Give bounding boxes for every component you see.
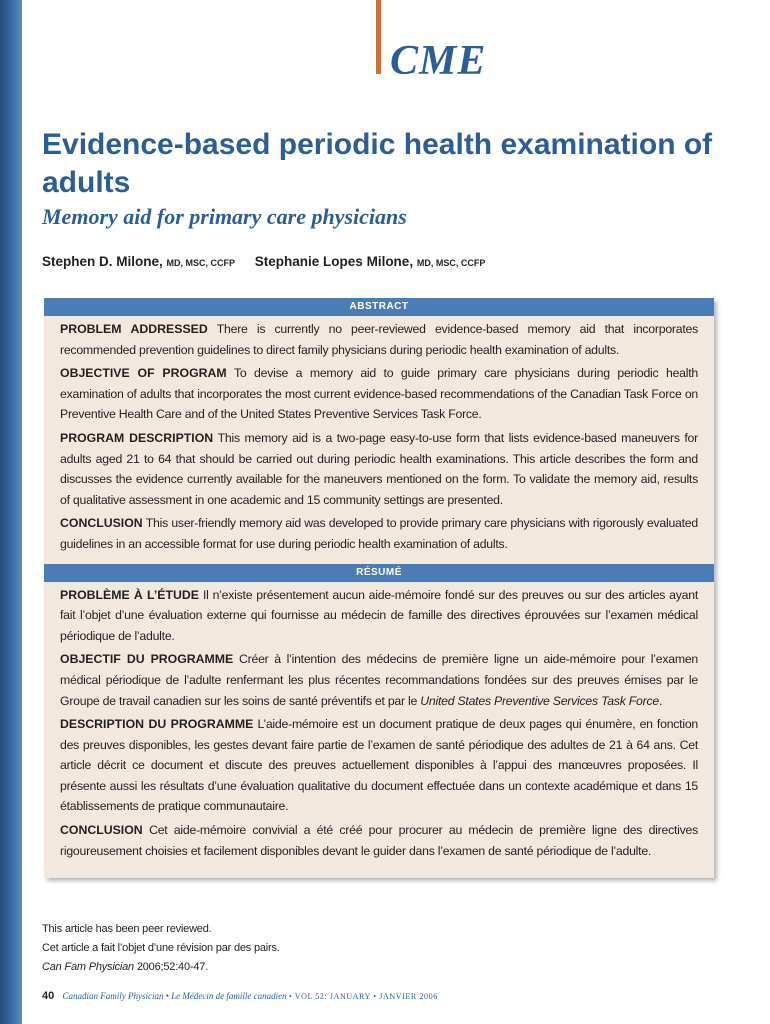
article-title: Evidence-based periodic health examination of adults (42, 128, 713, 199)
resume-conclusion (60, 820, 698, 861)
abstract-conclusion (60, 513, 698, 554)
para-text: This user-friendly memory aid was developed to provide primary care physicians with rigorously evaluated guidelines in an accessible format for use during periodic health examination of adults. (60, 516, 698, 551)
para-label: CONCLUSION (60, 516, 143, 531)
resume-description (60, 714, 698, 817)
abstract-description (60, 428, 698, 510)
citation (42, 958, 542, 977)
author-1 (42, 254, 235, 269)
para-label: CONCLUSION (60, 823, 143, 838)
para-label: PROBLEM ADDRESSED (60, 322, 208, 336)
author-credentials: MD, MSC, CCFP (166, 258, 236, 268)
peer-review-fr: Cet article a fait l’objet d’une révision par des pairs. (42, 942, 280, 954)
page-footer (42, 990, 742, 1002)
footer-journal: Canadian Family Physician • Le Médecin de famille canadien (62, 991, 287, 1001)
author-2 (255, 254, 486, 269)
author-name: Stephanie Lopes Milone, (254, 254, 414, 269)
author-name: Stephen D. Milone, (42, 254, 163, 269)
page-number: 40 (42, 990, 55, 1002)
para-text: There is currently no peer-reviewed evidence-based memory aid that incorporates recommended prevention guidelines to direct family physicians during periodic health examination of adults. (60, 322, 699, 357)
para-text: This memory aid is a two-page easy-to-use form that lists evidence-based maneuvers for adults aged 21 to 64 that should be carried out during periodic health examinations. This article describes the form and discusses the evidence currently available for the maneuvers mentioned on the form. To validate the memory aid, results of qualitative assessment in one academic and 15 community settings are presented. (60, 430, 698, 507)
para-italic: United States Preventive Services Task Force (420, 693, 659, 708)
section-tag: CME (390, 38, 487, 84)
para-text: Il n’existe présentement aucun aide-mémoire fondé sur des preuves ou sur des articles ayant fait l’objet d’une évaluation externe qui fournisse au médecin de famille des directives éprouvées sur l’examen médical périodique de l’adulte. (60, 587, 698, 643)
citation-journal: Can Fam Physician (42, 961, 134, 973)
para-end: . (658, 693, 663, 708)
peer-review-en: This article has been peer reviewed. (42, 923, 212, 935)
abstract-body (44, 316, 714, 564)
abstract-heading: ABSTRACT (44, 298, 714, 316)
para-text: Créer à l’intention des médecins de première ligne un aide-mémoire pour l’examen médical périodique de l’adulte renfermant les plus récentes recommandations fondées sur des preuves émises par le Groupe de travail canadien sur les soins de santé préventifs et par le (60, 652, 699, 708)
cme-rule (376, 0, 381, 74)
abstract-problem (60, 319, 698, 360)
abstract-box (44, 298, 714, 878)
para-label: OBJECTIVE OF PROGRAM (60, 366, 227, 381)
resume-heading: RÉSUMÉ (44, 564, 714, 582)
para-label: OBJECTIF DU PROGRAMME (60, 652, 234, 667)
para-text: To devise a memory aid to guide primary care physicians during periodic health examination of adults that incorporates the most current evidence-based recommendations of the Canadian Task Force on Preventive Health Care and of the United States Preventive Services Task Force. (60, 366, 698, 422)
footer-volume: • VOL 52: JANUARY • JANVIER 2006 (288, 992, 438, 1001)
para-text: L’aide-mémoire est un document pratique de deux pages qui énumère, en fonction des preuves disponibles, les gestes devant faire partie de l’examen de santé périodique des adultes de 21 à 64 ans. Cet article décrit ce document et discute des preuves actuellement disponibles à l’appui des manœuvres proposées. Il présente aussi les résultats d’une évaluation qualitative du document effectuée dans un contexte académique et dans 15 établissements de pratique communautaire. (60, 717, 699, 814)
article-subtitle: Memory aid for primary care physicians (42, 204, 407, 229)
citation-details: 2006;52:40-47. (133, 961, 209, 973)
author-credentials: MD, MSC, CCFP (416, 258, 486, 268)
para-text: Cet aide-mémoire convivial a été créé pour procurer au médecin de première ligne des directives rigoureusement choisies et facilement disponibles devant le guider dans l’examen de santé périodique de l’adulte. (60, 823, 699, 858)
resume-body (44, 582, 714, 871)
left-edge-bar (0, 0, 22, 1024)
para-label: DESCRIPTION DU PROGRAMME (60, 717, 254, 732)
review-notes (42, 920, 542, 977)
abstract-objective (60, 363, 698, 425)
para-label: PROGRAM DESCRIPTION (60, 430, 214, 445)
author-line (42, 254, 742, 269)
resume-objectif (60, 649, 698, 711)
resume-probleme (60, 585, 698, 647)
para-label: PROBLÈME À L’ÉTUDE (60, 587, 199, 602)
